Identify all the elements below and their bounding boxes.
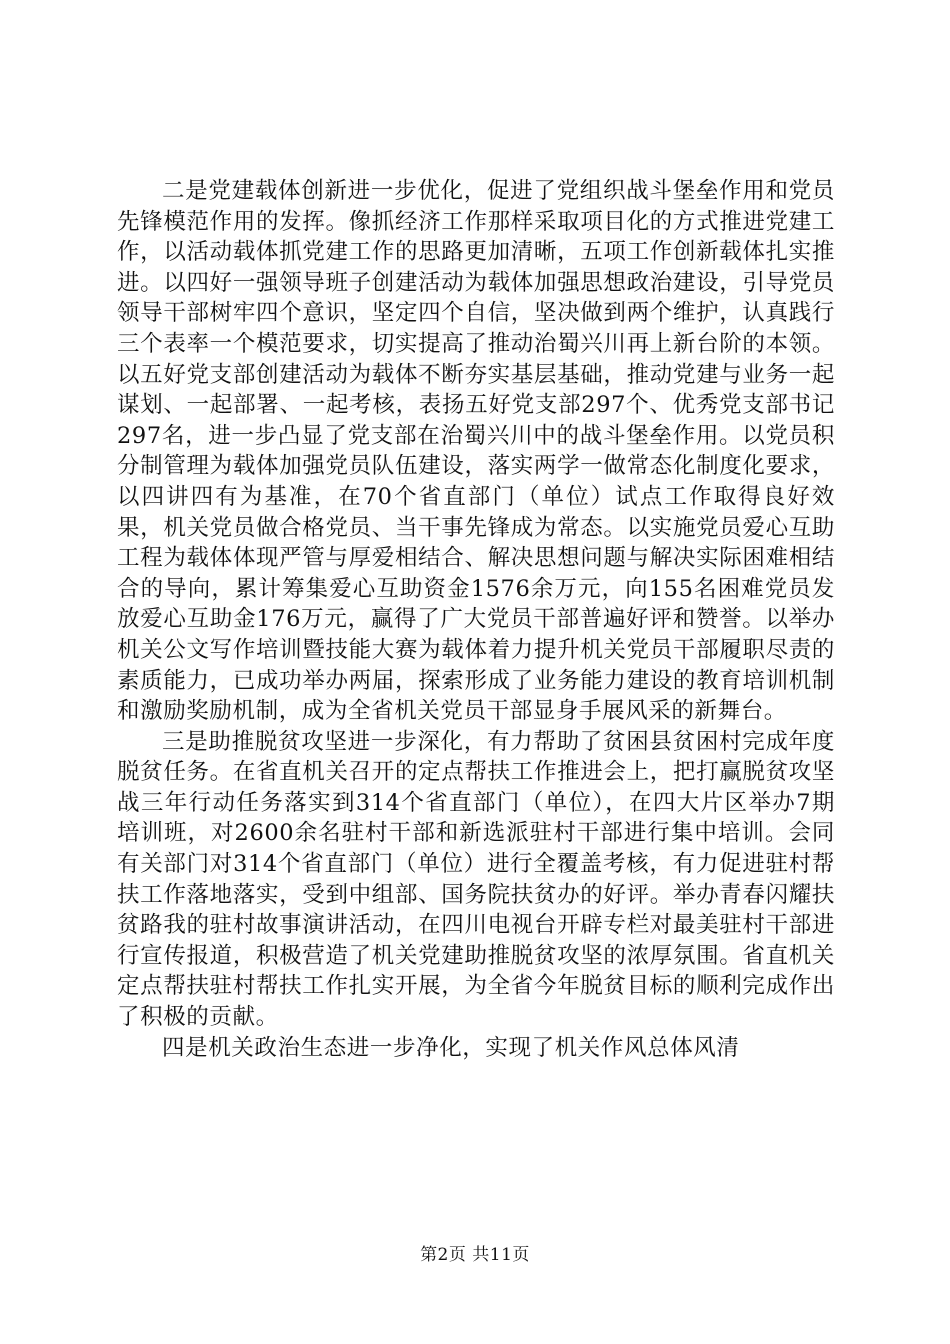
paragraph-party-building: 二是党建载体创新进一步优化，促进了党组织战斗堡垒作用和党员先锋模范作用的发挥。像抓经济工作那样采取项目化的方式推进党建工作，以活动载体抓党建工作的思路更加清晰，五项工作创新载体扎实推进。以四好一强领导班子创建活动为载体加强思想政治建设，引导党员领导干部树牢四个意识，坚定四个自信，坚决做到两个维护，认真践行三个表率一个模范要求，切实提高了推动治蜀兴川再上新台阶的本领。以五好党支部创建活动为载体不断夯实基层基础，推动党建与业务一起谋划、一起部署、一起考核，表扬五好党支部297个、优秀党支部书记297名，进一步凸显了党支部在治蜀兴川中的战斗堡垒作用。以党员积分制管理为载体加强党员队伍建设，落实两学一做常态化制度化要求，以四讲四有为基准，在70个省直部门（单位）试点工作取得良好效果，机关党员做合格党员、当干事先锋成为常态。以实施党员爱心互助工程为载体体现严管与厚爱相结合、解决思想问题与解决实际困难相结合的导向，累计筹集爱心互助资金1576余万元，向155名困难党员发放爱心互助金176万元，赢得了广大党员干部普遍好评和赞誉。以举办机关公文写作培训暨技能大赛为载体着力提升机关党员干部履职尽责的素质能力，已成功举办两届，探索形成了业务能力建设的教育培训机制和激励奖励机制，成为全省机关党员干部显身手展风采的新舞台。 — [117, 178, 835, 725]
paragraph-political-ecology: 四是机关政治生态进一步净化，实现了机关作风总体风清 — [162, 1034, 740, 1061]
paragraph-poverty-alleviation: 三是助推脱贫攻坚进一步深化，有力帮助了贫困县贫困村完成年度脱贫任务。在省直机关召开的定点帮扶工作推进会上，把打赢脱贫攻坚战三年行动任务落实到314个省直部门（单位），在四大片区举办7期培训班，对2600余名驻村干部和新选派驻村干部进行集中培训。会同有关部门对314个省直部门（单位）进行全覆盖考核，有力促进驻村帮扶工作落地落实，受到中组部、国务院扶贫办的好评。举办青春闪耀扶贫路我的驻村故事演讲活动，在四川电视台开辟专栏对最美驻村干部进行宣传报道，积极营造了机关党建助推脱贫攻坚的浓厚氛围。省直机关定点帮扶驻村帮扶工作扎实开展，为全省今年脱贫目标的顺利完成作出了积极的贡献。 — [117, 728, 835, 1031]
document-body — [117, 176, 835, 1063]
page-number-footer: 第2页 共11页 — [420, 1245, 530, 1265]
